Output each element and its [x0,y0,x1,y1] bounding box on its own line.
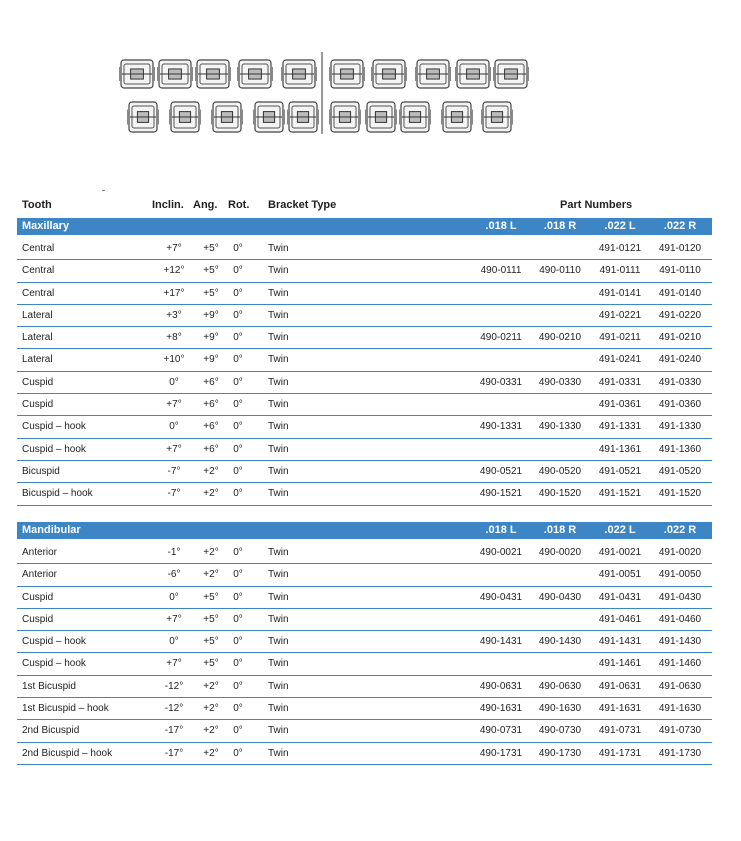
mandibular-col-022l: .022 L [604,524,636,536]
header-bracket-type: Bracket Type [268,199,337,211]
part-022r-cell: 491-1430 [658,636,702,648]
inclination-cell: +7° [166,243,182,254]
rotation-cell: 0° [233,613,243,625]
maxillary-bar [17,218,712,235]
part-022l-cell: 491-1461 [598,658,642,670]
rotation-cell: 0° [233,703,243,715]
angulation-cell: +6° [203,399,219,411]
part-022l-cell: 491-0331 [598,376,642,388]
mandibular-title: Mandibular [22,524,81,536]
rotation-cell: 0° [233,309,243,321]
part-022r-cell: 491-0240 [658,354,702,366]
header-inclination: Inclin. [152,199,184,211]
inclination-cell: -7° [167,488,181,500]
angulation-cell: +2° [203,747,219,759]
angulation-cell: +5° [203,658,219,670]
header-angulation: Ang. [193,199,218,211]
part-022r-cell: 491-0210 [658,332,702,344]
inclination-cell: 0° [169,376,179,388]
part-022r-cell: 491-0730 [658,725,702,737]
table-row [17,394,712,416]
part-022r-cell: 491-0520 [658,465,702,477]
tooth-cell: Cuspid [22,399,54,411]
inclination-cell: +7° [166,658,182,670]
part-022l-cell: 491-0461 [598,613,642,625]
table-row [17,416,712,438]
inclination-cell: -1° [167,547,181,558]
part-022l-cell: 491-0211 [599,332,641,344]
table-row [17,653,712,675]
header-tick [102,190,105,191]
part-018r-cell: 490-1330 [538,421,582,433]
part-018l-cell: 490-0021 [479,547,523,558]
tooth-cell: Lateral [22,309,53,321]
table-row [17,439,712,461]
part-022l-cell: 491-0361 [598,399,642,411]
part-018r-cell: 490-0330 [538,376,582,388]
angulation-cell: +5° [203,613,219,625]
part-018l-cell: 490-0331 [479,376,523,388]
part-022r-cell: 491-1330 [658,421,702,433]
table-row [17,564,712,586]
angulation-cell: +2° [203,488,219,500]
tooth-cell: Bicuspid – hook [22,488,93,500]
bracket-icon [119,60,155,88]
bracket-illustrations [117,52,533,136]
bracket-icons [117,52,533,136]
tooth-cell: Lateral [22,332,53,344]
angulation-cell: +2° [203,569,219,581]
bracket-icon [481,102,513,132]
header-rotation: Rot. [228,199,250,211]
bracket-icon [211,102,243,132]
rotation-cell: 0° [233,488,243,500]
inclination-cell: -17° [164,747,184,759]
bracket-type-cell: Twin [268,658,289,670]
bracket-type-cell: Twin [268,569,289,581]
bracket-type-cell: Twin [268,243,289,254]
bracket-icon [441,102,473,132]
bracket-type-cell: Twin [268,376,289,388]
angulation-cell: +5° [203,243,219,254]
part-022l-cell: 491-0631 [598,680,642,692]
tooth-cell: 1st Bicuspid – hook [22,703,109,715]
part-022r-cell: 491-0330 [658,376,702,388]
part-022l-cell: 491-1331 [598,421,642,433]
part-022r-cell: 491-0120 [658,243,702,254]
inclination-cell: +7° [166,613,182,625]
inclination-cell: +12° [163,265,185,277]
angulation-cell: +2° [203,680,219,692]
angulation-cell: +2° [203,547,219,558]
angulation-cell: +5° [203,636,219,648]
maxillary-col-018r: .018 R [543,220,577,232]
inclination-cell: -12° [164,680,184,692]
table-row [17,305,712,327]
bracket-type-cell: Twin [268,703,289,715]
part-022r-cell: 491-1730 [658,747,702,759]
bracket-icon [287,102,319,132]
part-022l-cell: 491-1361 [598,443,642,455]
part-018l-cell: 490-1431 [479,636,523,648]
rotation-cell: 0° [233,465,243,477]
part-022r-cell: 491-1460 [658,658,702,670]
part-018l-cell: 490-1331 [479,421,523,433]
bracket-type-cell: Twin [268,354,289,366]
part-022r-cell: 491-0360 [658,399,702,411]
part-018r-cell: 490-0630 [538,680,582,692]
inclination-cell: +7° [166,443,182,455]
part-022r-cell: 491-0630 [658,680,702,692]
part-022l-cell: 491-0121 [598,243,642,254]
rotation-cell: 0° [233,332,243,344]
angulation-cell: +5° [203,265,219,277]
bracket-type-cell: Twin [268,488,289,500]
rotation-cell: 0° [233,747,243,759]
part-022r-cell: 491-0020 [658,547,702,558]
rotation-cell: 0° [233,569,243,581]
bracket-icon [281,60,317,88]
tooth-cell: Central [22,265,55,277]
table-row [17,238,712,260]
bracket-icon [169,102,201,132]
part-022r-cell: 491-0110 [659,265,701,277]
table-row [17,609,712,631]
angulation-cell: +2° [203,465,219,477]
mandibular-rows [17,542,712,765]
part-018r-cell: 490-1630 [538,703,582,715]
inclination-cell: +17° [163,287,185,299]
bracket-icon [127,102,159,132]
bracket-icon [253,102,285,132]
bracket-type-cell: Twin [268,613,289,625]
part-022r-cell: 491-0430 [658,591,702,603]
part-022r-cell: 491-0140 [658,287,702,299]
rotation-cell: 0° [233,265,243,277]
part-018l-cell: 490-0431 [479,591,523,603]
table-row [17,720,712,742]
part-022l-cell: 491-0431 [598,591,642,603]
bracket-type-cell: Twin [268,747,289,759]
part-018r-cell: 490-1430 [538,636,582,648]
part-018r-cell: 490-0210 [538,332,582,344]
inclination-cell: +10° [163,354,185,366]
inclination-cell: 0° [169,421,179,433]
part-018l-cell: 490-1631 [479,703,523,715]
bracket-type-cell: Twin [268,265,289,277]
part-018r-cell: 490-0730 [538,725,582,737]
tooth-cell: Lateral [22,354,53,366]
part-022l-cell: 491-1631 [598,703,642,715]
part-022l-cell: 491-0241 [598,354,642,366]
inclination-cell: -6° [167,569,181,581]
angulation-cell: +2° [203,725,219,737]
part-022r-cell: 491-1520 [658,488,702,500]
bracket-icon [455,60,491,88]
table-row [17,283,712,305]
part-022r-cell: 491-0050 [658,569,702,581]
maxillary-col-022r: .022 R [663,220,697,232]
part-022l-cell: 491-0021 [598,547,642,558]
angulation-cell: +5° [203,287,219,299]
inclination-cell: +3° [166,309,182,321]
header-tooth: Tooth [22,199,52,211]
part-022l-cell: 491-0111 [599,265,641,277]
part-022l-cell: 491-1521 [598,488,642,500]
inclination-cell: -12° [164,703,184,715]
bracket-type-cell: Twin [268,725,289,737]
table-row [17,676,712,698]
inclination-cell: +7° [166,399,182,411]
table-row [17,483,712,505]
part-022r-cell: 491-1630 [658,703,702,715]
part-018r-cell: 490-0110 [539,265,581,277]
table-row [17,461,712,483]
table-row [17,349,712,371]
part-022l-cell: 491-1731 [598,747,642,759]
rotation-cell: 0° [233,421,243,433]
rotation-cell: 0° [233,591,243,603]
table-row [17,372,712,394]
tooth-cell: Cuspid [22,613,54,625]
bracket-icon [329,102,361,132]
table-row [17,743,712,765]
rotation-cell: 0° [233,658,243,670]
table-header [17,197,712,213]
rotation-cell: 0° [233,399,243,411]
rotation-cell: 0° [233,354,243,366]
bracket-icon [237,60,273,88]
bracket-icon [493,60,529,88]
bracket-icon [157,60,193,88]
tooth-cell: Cuspid – hook [22,421,86,433]
bracket-type-cell: Twin [268,332,289,344]
tooth-cell: Anterior [22,569,58,581]
inclination-cell: +8° [166,332,182,344]
tooth-cell: Cuspid – hook [22,636,86,648]
header-part-numbers: Part Numbers [560,199,633,211]
table-row [17,327,712,349]
tooth-cell: 2nd Bicuspid – hook [22,747,113,759]
part-022l-cell: 491-0051 [598,569,642,581]
part-018r-cell: 490-0430 [538,591,582,603]
angulation-cell: +9° [203,309,219,321]
rotation-cell: 0° [233,680,243,692]
bracket-type-cell: Twin [268,421,289,433]
mandibular-col-018l: .018 L [485,524,517,536]
maxillary-col-022l: .022 L [604,220,636,232]
bracket-type-cell: Twin [268,680,289,692]
bracket-type-cell: Twin [268,591,289,603]
bracket-type-cell: Twin [268,547,289,558]
rotation-cell: 0° [233,243,243,254]
mandibular-bar [17,522,712,539]
tooth-cell: Central [22,243,55,254]
table-row [17,587,712,609]
part-018l-cell: 490-1521 [479,488,523,500]
part-022r-cell: 491-0220 [658,309,702,321]
bracket-icon [365,102,397,132]
part-018l-cell: 490-0211 [480,332,522,344]
bracket-type-cell: Twin [268,465,289,477]
bracket-type-cell: Twin [268,636,289,648]
rotation-cell: 0° [233,725,243,737]
tooth-cell: Cuspid – hook [22,658,86,670]
part-018l-cell: 490-0111 [480,265,522,277]
part-022l-cell: 491-0221 [598,309,642,321]
bracket-icon [329,60,365,88]
angulation-cell: +6° [203,421,219,433]
rotation-cell: 0° [233,376,243,388]
inclination-cell: 0° [169,636,179,648]
tooth-cell: Cuspid [22,591,54,603]
table-row [17,542,712,564]
angulation-cell: +9° [203,354,219,366]
part-022l-cell: 491-0731 [598,725,642,737]
bracket-type-cell: Twin [268,287,289,299]
table-row [17,698,712,720]
rotation-cell: 0° [233,547,243,558]
part-018l-cell: 490-1731 [479,747,523,759]
bracket-icon [195,60,231,88]
part-018l-cell: 490-0631 [479,680,523,692]
rotation-cell: 0° [233,287,243,299]
part-022r-cell: 491-1360 [658,443,702,455]
rotation-cell: 0° [233,636,243,648]
part-018l-cell: 490-0521 [479,465,523,477]
part-022r-cell: 491-0460 [658,613,702,625]
part-018r-cell: 490-0520 [538,465,582,477]
part-022l-cell: 491-0141 [598,287,642,299]
part-022l-cell: 491-0521 [598,465,642,477]
bracket-icon [371,60,407,88]
inclination-cell: -17° [164,725,184,737]
part-022l-cell: 491-1431 [598,636,642,648]
bracket-type-cell: Twin [268,309,289,321]
table-row [17,631,712,653]
angulation-cell: +6° [203,443,219,455]
maxillary-title: Maxillary [22,220,70,232]
maxillary-col-018l: .018 L [485,220,517,232]
angulation-cell: +2° [203,703,219,715]
tooth-cell: 2nd Bicuspid [22,725,80,737]
angulation-cell: +6° [203,376,219,388]
tooth-cell: Bicuspid [22,465,60,477]
tooth-cell: Cuspid [22,376,54,388]
rotation-cell: 0° [233,443,243,455]
part-018r-cell: 490-1730 [538,747,582,759]
inclination-cell: -7° [167,465,181,477]
inclination-cell: 0° [169,591,179,603]
maxillary-rows [17,238,712,506]
mandibular-col-018r: .018 R [543,524,577,536]
table-row [17,260,712,282]
tooth-cell: Anterior [22,547,58,558]
angulation-cell: +9° [203,332,219,344]
part-018r-cell: 490-0020 [538,547,582,558]
part-018r-cell: 490-1520 [538,488,582,500]
tooth-cell: Central [22,287,55,299]
tooth-cell: Cuspid – hook [22,443,86,455]
mandibular-col-022r: .022 R [663,524,697,536]
angulation-cell: +5° [203,591,219,603]
bracket-type-cell: Twin [268,443,289,455]
bracket-icon [399,102,431,132]
part-018l-cell: 490-0731 [479,725,523,737]
bracket-icon [415,60,451,88]
tooth-cell: 1st Bicuspid [22,680,76,692]
bracket-type-cell: Twin [268,399,289,411]
